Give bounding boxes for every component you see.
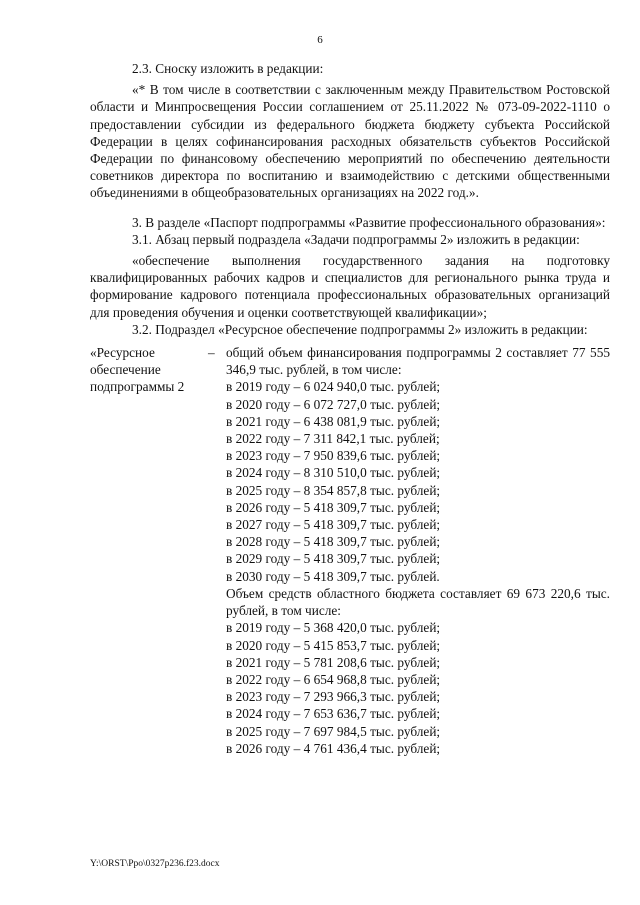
- year-amount-line: в 2026 году – 4 761 436,4 тыс. рублей;: [226, 740, 441, 756]
- year-amount-line: в 2026 году – 5 418 309,7 тыс. рублей;: [226, 499, 441, 515]
- year-amount-line: в 2028 году – 5 418 309,7 тыс. рублей;: [226, 534, 441, 550]
- footnote-text: «* В том числе в соответствии с заключенным между Правительством Ростовской области и Минпросвещения России соглашением от 25.11.2022 № 073-09-2022-1110 о предоставлении субсидии из федерального бюджета бюджету субъекта Российской Федерации в целях софинансирования расходных обязательств субъектов Российской Федерации по финансовому обеспечению мероприятий по обеспечению деятельности советников директора по воспитанию и взаимодействию с детскими общественными объединениями в общеобразовательных организациях на 2022 год.».: [90, 82, 610, 201]
- paragraph-2-3: 2.3. Сноску изложить в редакции:: [132, 61, 324, 76]
- file-path-footer: Y:\ORST\Ppo\0327p236.f23.docx: [90, 859, 220, 869]
- year-amount-line: в 2019 году – 6 024 940,0 тыс. рублей;: [226, 379, 441, 395]
- year-amount-line: в 2025 году – 8 354 857,8 тыс. рублей;: [226, 482, 441, 498]
- year-amount-line: в 2019 году – 5 368 420,0 тыс. рублей;: [226, 620, 441, 636]
- year-amount-line: в 2029 году – 5 418 309,7 тыс. рублей;: [226, 551, 441, 567]
- tasks-text: «обеспечение выполнения государственного задания на подготовку квалифицированных рабочих кадров и специалистов для регионального рынка труда и формирование кадрового потенциала профессиональных образовательных организаций для проведения обучения и оценки соответствующей квалификации»;: [90, 253, 610, 320]
- document-body: [90, 60, 610, 757]
- year-amount-line: в 2021 году – 6 438 081,9 тыс. рублей;: [226, 413, 441, 429]
- resource-body: [226, 344, 610, 757]
- total-intro: общий объем финансирования подпрограммы 2 составляет 77 555 346,9 тыс. рублей, в том числе:: [226, 345, 610, 378]
- paragraph-3-1: 3.1. Абзац первый подраздела «Задачи подпрограммы 2» изложить в редакции:: [132, 231, 580, 247]
- year-amount-line: в 2022 году – 7 311 842,1 тыс. рублей;: [226, 431, 440, 447]
- resource-section: [90, 344, 610, 757]
- year-amount-line: в 2023 году – 7 293 966,3 тыс. рублей;: [226, 689, 441, 705]
- total-years-list: [226, 378, 610, 584]
- year-amount-line: в 2030 году – 5 418 309,7 тыс. рублей.: [226, 568, 440, 584]
- resource-label: «Ресурсное обеспечение подпрограммы 2: [90, 345, 185, 395]
- year-amount-line: в 2021 году – 5 781 208,6 тыс. рублей;: [226, 654, 441, 670]
- page-number: 6: [317, 34, 323, 46]
- year-amount-line: в 2020 году – 6 072 727,0 тыс. рублей;: [226, 396, 441, 412]
- year-amount-line: в 2024 году – 8 310 510,0 тыс. рублей;: [226, 465, 441, 481]
- regional-intro: Объем средств областного бюджета составляет 69 673 220,6 тыс. рублей, в том числе:: [226, 585, 610, 619]
- year-amount-line: в 2025 году – 7 697 984,5 тыс. рублей;: [226, 723, 441, 739]
- paragraph-3: 3. В разделе «Паспорт подпрограммы «Развитие профессионального образования»:: [132, 214, 606, 230]
- year-amount-line: в 2023 году – 7 950 839,6 тыс. рублей;: [226, 448, 441, 464]
- regional-years-list: [226, 619, 610, 757]
- year-amount-line: в 2020 году – 5 415 853,7 тыс. рублей;: [226, 637, 441, 653]
- paragraph-3-2: 3.2. Подраздел «Ресурсное обеспечение подпрограммы 2» изложить в редакции:: [132, 321, 588, 337]
- year-amount-line: в 2027 году – 5 418 309,7 тыс. рублей;: [226, 517, 441, 533]
- year-amount-line: в 2022 году – 6 654 968,8 тыс. рублей;: [226, 671, 441, 687]
- year-amount-line: в 2024 году – 7 653 636,7 тыс. рублей;: [226, 706, 441, 722]
- resource-dash: –: [208, 345, 215, 361]
